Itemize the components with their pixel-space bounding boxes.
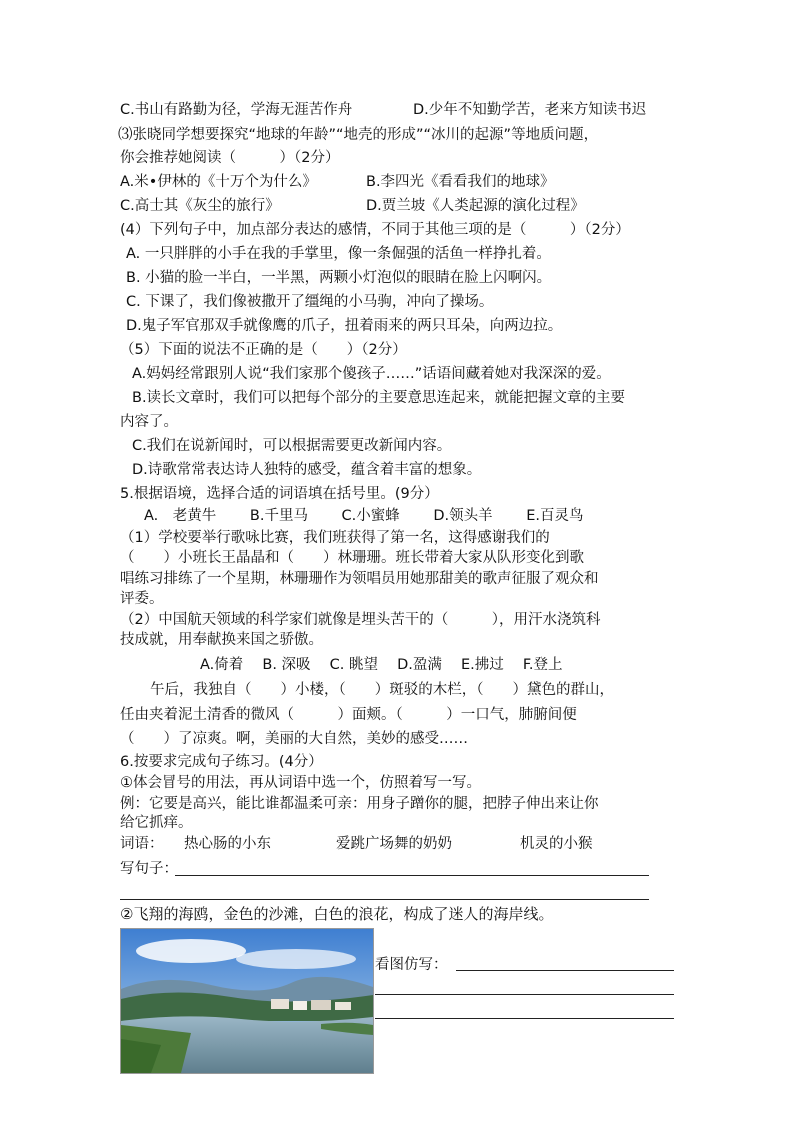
option-a: A. 一只胖胖的小手在我的手掌里，像一条倔强的活鱼一样挣扎着。	[126, 246, 551, 262]
option-c: C.书山有路勤为径，学海无涯苦作舟	[120, 102, 353, 118]
section-5-heading: 5.根据语境，选择合适的词语填在括号里。(9分）	[120, 486, 439, 502]
example-sentence-cont: 给它抓痒。	[120, 815, 193, 831]
answer-line[interactable]	[175, 875, 649, 876]
passage-line: （1）学校要举行歌咏比赛，我们班获得了第一名，这得感谢我们的	[120, 530, 550, 546]
question-4-stem: (4）下列句子中，加点部分表达的感情，不同于其他三项的是（ ）（2分）	[120, 222, 630, 238]
question-3-stem: ⑶张晓同学想要探究“地球的年龄”“地壳的形成”“冰川的起源”等地质问题，	[118, 127, 599, 143]
passage-line: 技成就，用奉献换来国之骄傲。	[120, 632, 323, 648]
option-d: D.诗歌常常表达诗人独特的感受，蕴含着丰富的想象。	[132, 462, 482, 478]
answer-line[interactable]	[375, 994, 674, 995]
option-b-cont: 内容了。	[120, 414, 178, 430]
question-3-stem-cont: 你会推荐她阅读（ ）（2分）	[120, 150, 340, 166]
passage-line: （2）中国航天领域的科学家们就像是埋头苦干的（ ），用汗水浇筑科	[120, 612, 601, 628]
option-b: B.读长文章时，我们可以把每个部分的主要意思连起来，就能把握文章的主要	[132, 390, 626, 406]
passage-line: （ ）小班长王晶晶和（ ）林珊珊。班长带着大家从队形变化到歌	[120, 550, 584, 566]
instruction: ①体会冒号的用法，再从词语中选一个，仿照着写一写。	[120, 775, 481, 791]
option-d: D.贾兰坡《人类起源的演化过程》	[366, 198, 585, 214]
option-a: A.米•伊林的《十万个为什么》	[120, 174, 317, 190]
passage-line: 唱练习排练了一个星期，林珊珊作为领唱员用她那甜美的歌声征服了观众和	[120, 571, 599, 587]
write-sentence-label: 写句子：	[120, 861, 178, 877]
option-c: C. 下课了，我们像被撒开了缰绳的小马驹，冲向了操场。	[126, 294, 494, 310]
option-a: A.妈妈经常跟别人说“我们家那个傻孩子……”话语间藏着她对我深深的爱。	[132, 366, 611, 382]
word-bank-item: 热心肠的小东	[184, 836, 271, 852]
passage-line: （ ）了凉爽。啊，美丽的大自然，美妙的感受……	[120, 731, 468, 747]
section-6-heading: 6.按要求完成句子练习。(4分）	[120, 754, 323, 770]
option-d: D.少年不知勤学苦，老来方知读书迟	[413, 102, 647, 118]
option-c: C.高士其《灰尘的旅行》	[120, 198, 280, 214]
picture-writing-label: 看图仿写：	[375, 957, 448, 973]
option-d: D.鬼子军官那双手就像鹰的爪子，扭着雨来的两只耳朵，向两边拉。	[126, 318, 563, 334]
answer-line[interactable]	[456, 970, 674, 971]
prompt-sentence: ②飞翔的海鸥，金色的沙滩，白色的浪花，构成了迷人的海岸线。	[120, 905, 554, 923]
option-b: B. 小猫的脸一半白，一半黑，两颗小灯泡似的眼睛在脸上闪啊闪。	[126, 270, 552, 286]
option-b: B.李四光《看看我们的地球》	[366, 174, 555, 190]
answer-line[interactable]	[120, 899, 649, 900]
passage-line: 午后，我独自（ ）小楼，（ ）斑驳的木栏，（ ）黛色的群山，	[150, 682, 614, 698]
river-landscape-photo-icon	[120, 928, 374, 1074]
example-sentence: 例：它要是高兴，能比谁都温柔可亲：用身子蹭你的腿，把脖子伸出来让你	[120, 796, 599, 812]
option-c: C.我们在说新闻时，可以根据需要更改新闻内容。	[132, 438, 452, 454]
passage-line: 评委。	[120, 591, 164, 607]
word-bank-item: 机灵的小猴	[520, 836, 593, 852]
word-bank-label: 词语：	[120, 836, 164, 852]
passage-line: 任由夹着泥土清香的微风（ ）面颊。（ ）一口气，肺腑间便	[120, 707, 577, 723]
word-options: A. 老黄牛 B.千里马 C.小蜜蜂 D.领头羊 E.百灵鸟	[144, 508, 584, 524]
word-bank-item: 爱跳广场舞的奶奶	[336, 836, 452, 852]
answer-line[interactable]	[375, 1018, 674, 1019]
question-5-stem: （5）下面的说法不正确的是（ ）（2分）	[120, 342, 407, 358]
word-options: A.倚着 B. 深吸 C. 眺望 D.盈满 E.拂过 F.登上	[200, 657, 563, 673]
